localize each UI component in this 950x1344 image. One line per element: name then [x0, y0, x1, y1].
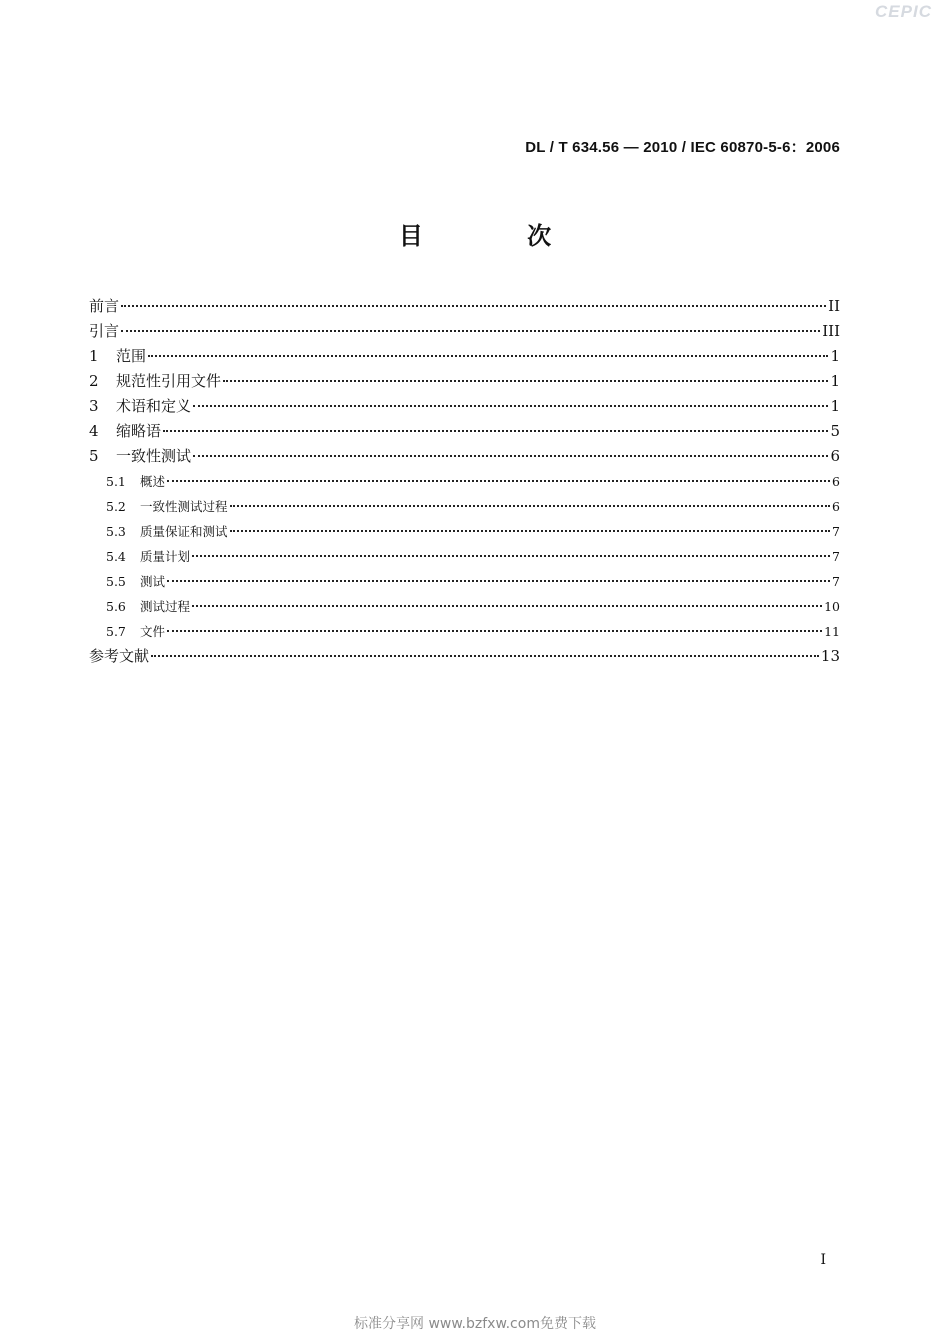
toc-entry-number: 4	[89, 422, 99, 440]
dot-leader	[148, 355, 828, 357]
toc-entry[interactable]	[89, 469, 840, 494]
toc-entry-number: 5.7	[106, 624, 126, 639]
dot-leader	[192, 605, 822, 607]
toc-entry[interactable]	[89, 394, 840, 419]
toc-entry[interactable]	[89, 369, 840, 394]
toc-entry[interactable]	[89, 494, 840, 519]
toc-entry[interactable]	[89, 544, 840, 569]
toc-entry[interactable]	[89, 319, 840, 344]
toc-entry-page: 1	[830, 347, 840, 365]
dot-leader	[193, 455, 828, 457]
toc-entry-page: 5	[830, 422, 840, 440]
toc-entry-page: 1	[830, 372, 840, 390]
toc-entry-number: 2	[89, 372, 99, 390]
toc-entry-number: 5.6	[106, 599, 126, 614]
toc-entry-label: 概述	[140, 474, 166, 489]
dot-leader	[192, 555, 830, 557]
toc-entry[interactable]	[89, 294, 840, 319]
page-number: I	[820, 1252, 826, 1268]
watermark-text: 标准分享网 www.bzfxw.com免费下载	[354, 1316, 596, 1332]
dot-leader	[121, 330, 820, 332]
toc-entry-label: 规范性引用文件	[116, 372, 222, 390]
table-of-contents	[89, 294, 840, 669]
dot-leader	[230, 530, 831, 532]
toc-entry-label: 测试	[140, 574, 166, 589]
toc-entry-label: 一致性测试	[116, 447, 192, 465]
toc-entry-number: 5.3	[106, 524, 126, 539]
toc-entry-label: 质量计划	[140, 549, 191, 564]
toc-entry-number: 5.1	[106, 474, 126, 489]
toc-entry[interactable]	[89, 644, 840, 669]
toc-entry-page: 6	[832, 499, 840, 514]
toc-entry[interactable]	[89, 569, 840, 594]
dot-leader	[230, 505, 831, 507]
toc-entry-number: 5.4	[106, 549, 126, 564]
toc-entry-number: 1	[89, 347, 99, 365]
dot-leader	[151, 655, 819, 657]
dot-leader	[167, 630, 822, 632]
toc-entry-label: 文件	[140, 624, 166, 639]
toc-entry-label: 参考文献	[89, 647, 150, 665]
toc-entry[interactable]	[89, 344, 840, 369]
toc-entry[interactable]	[89, 519, 840, 544]
toc-entry-page: III	[822, 322, 840, 340]
toc-entry-label: 测试过程	[140, 599, 191, 614]
toc-entry-label: 引言	[89, 322, 120, 340]
dot-leader	[167, 480, 830, 482]
dot-leader	[121, 305, 826, 307]
toc-entry-label: 术语和定义	[116, 397, 192, 415]
page-title: 目 次	[398, 222, 600, 250]
toc-entry[interactable]	[89, 419, 840, 444]
toc-entry[interactable]	[89, 444, 840, 469]
toc-entry-page: 7	[832, 549, 840, 564]
toc-entry-page: 6	[832, 474, 840, 489]
toc-entry-label: 前言	[89, 297, 120, 315]
toc-entry-label: 缩略语	[116, 422, 162, 440]
toc-entry-page: 10	[824, 599, 840, 614]
toc-entry-page: II	[828, 297, 840, 315]
toc-entry-number: 3	[89, 397, 99, 415]
toc-entry-page: 7	[832, 524, 840, 539]
toc-entry-page: 1	[830, 397, 840, 415]
toc-entry[interactable]	[89, 594, 840, 619]
dot-leader	[223, 380, 828, 382]
toc-entry-label: 质量保证和测试	[140, 524, 228, 539]
dot-leader	[167, 580, 830, 582]
toc-entry-page: 13	[820, 647, 840, 665]
toc-entry[interactable]	[89, 619, 840, 644]
toc-entry-number: 5	[89, 447, 99, 465]
toc-entry-number: 5.2	[106, 499, 126, 514]
toc-entry-label: 一致性测试过程	[140, 499, 228, 514]
toc-entry-label: 范围	[116, 347, 147, 365]
toc-entry-number: 5.5	[106, 574, 126, 589]
cepic-logo: CEPIC	[875, 2, 932, 21]
dot-leader	[193, 405, 828, 407]
document-code: DL / T 634.56 — 2010 / IEC 60870-5-6：2006	[525, 139, 840, 156]
toc-entry-page: 6	[830, 447, 840, 465]
toc-entry-page: 7	[832, 574, 840, 589]
toc-entry-page: 11	[824, 624, 840, 639]
dot-leader	[163, 430, 828, 432]
